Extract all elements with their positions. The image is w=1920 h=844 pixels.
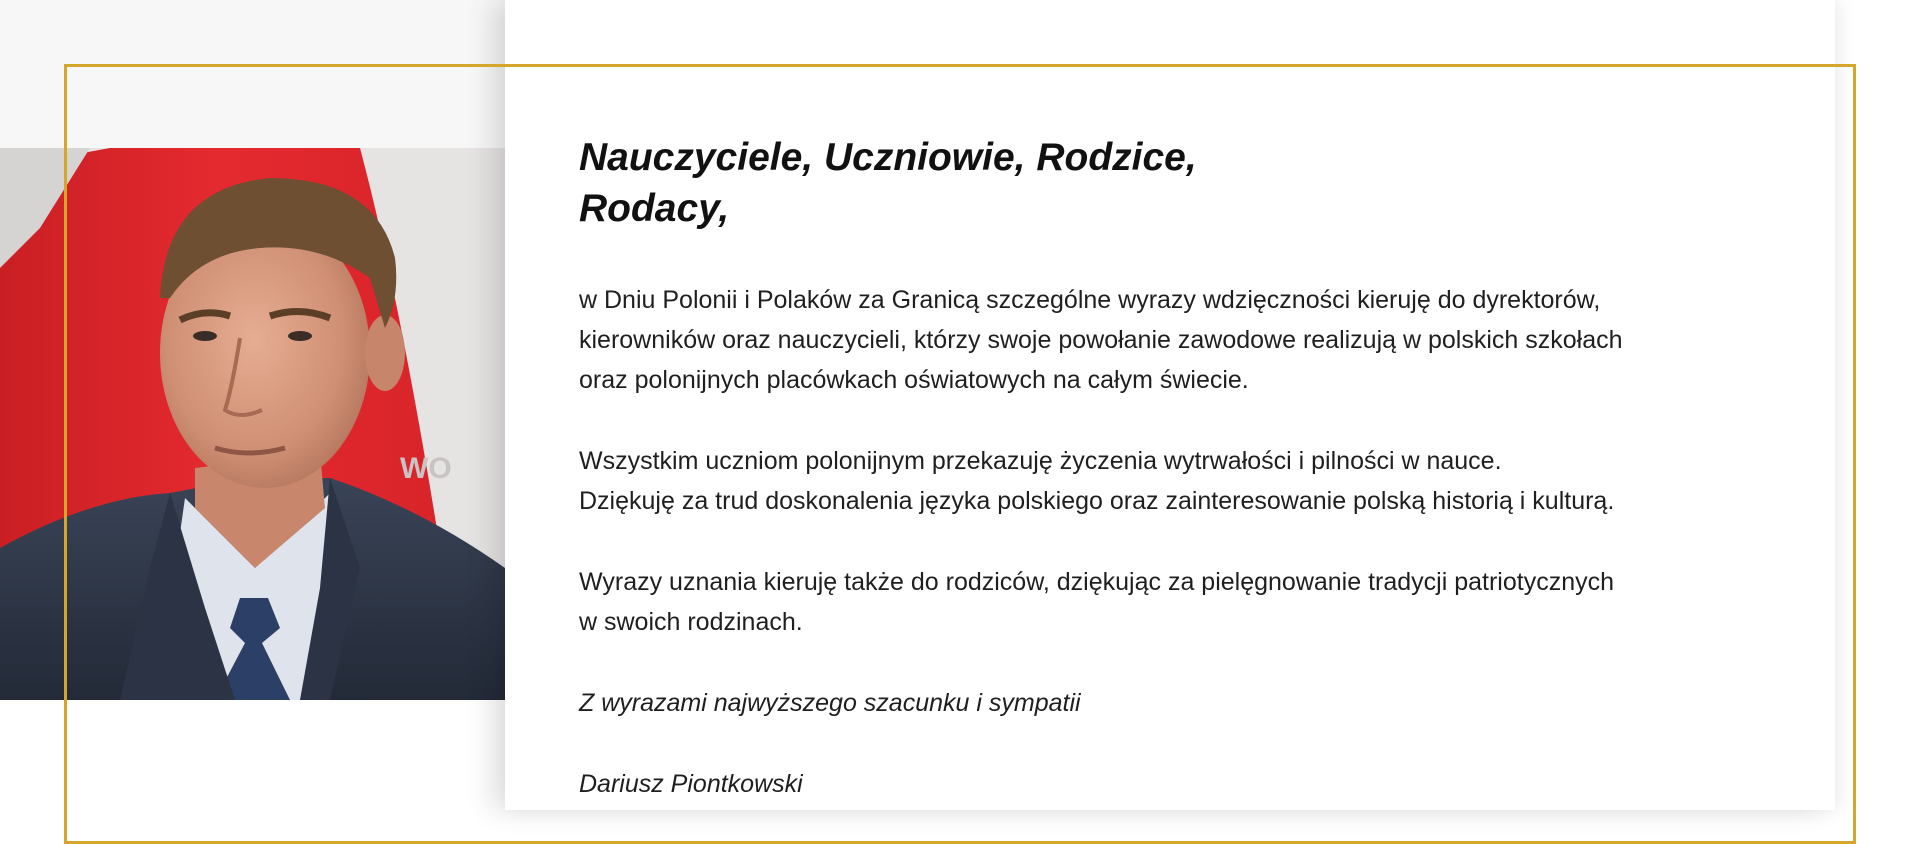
- paragraph-line: w swoich rodzinach.: [579, 608, 803, 636]
- paragraph-parents: [579, 562, 1809, 642]
- paragraph-students: [579, 441, 1809, 521]
- paragraph-line: w Dniu Polonii i Polaków za Granicą szczególne wyrazy wdzięczności kieruję do dyrektorów,: [579, 286, 1601, 314]
- paragraph-line: oraz polonijnych placówkach oświatowych na całym świecie.: [579, 366, 1249, 394]
- letter-content: [579, 132, 1809, 804]
- svg-text:WO: WO: [400, 452, 452, 485]
- paragraph-line: kierowników oraz nauczycieli, którzy swoje powołanie zawodowe realizują w polskich szkołach: [579, 326, 1623, 354]
- greeting-line: Nauczyciele, Uczniowie, Rodzice,: [579, 136, 1197, 179]
- letter-signature: Dariusz Piontkowski: [579, 770, 803, 798]
- letter-greeting: [579, 132, 1809, 234]
- letter-card-top: [505, 0, 1835, 64]
- left-background-lower: [0, 700, 505, 810]
- paragraph-line: Wyrazy uznania kieruję także do rodziców, dziękując za pielęgnowanie tradycji patriotycznych: [579, 568, 1615, 596]
- greeting-line: Rodacy,: [579, 187, 730, 230]
- portrait-photo: [0, 148, 505, 700]
- paragraph-line: Wszystkim uczniom polonijnym przekazuję życzenia wytrwałości i pilności w nauce.: [579, 447, 1502, 475]
- paragraph-teachers: [579, 280, 1809, 400]
- paragraph-line: Dziękuję za trud doskonalenia języka polskiego oraz zainteresowanie polską historią i kulturą.: [579, 487, 1615, 515]
- letter-closing: Z wyrazami najwyższego szacunku i sympatii: [579, 689, 1081, 717]
